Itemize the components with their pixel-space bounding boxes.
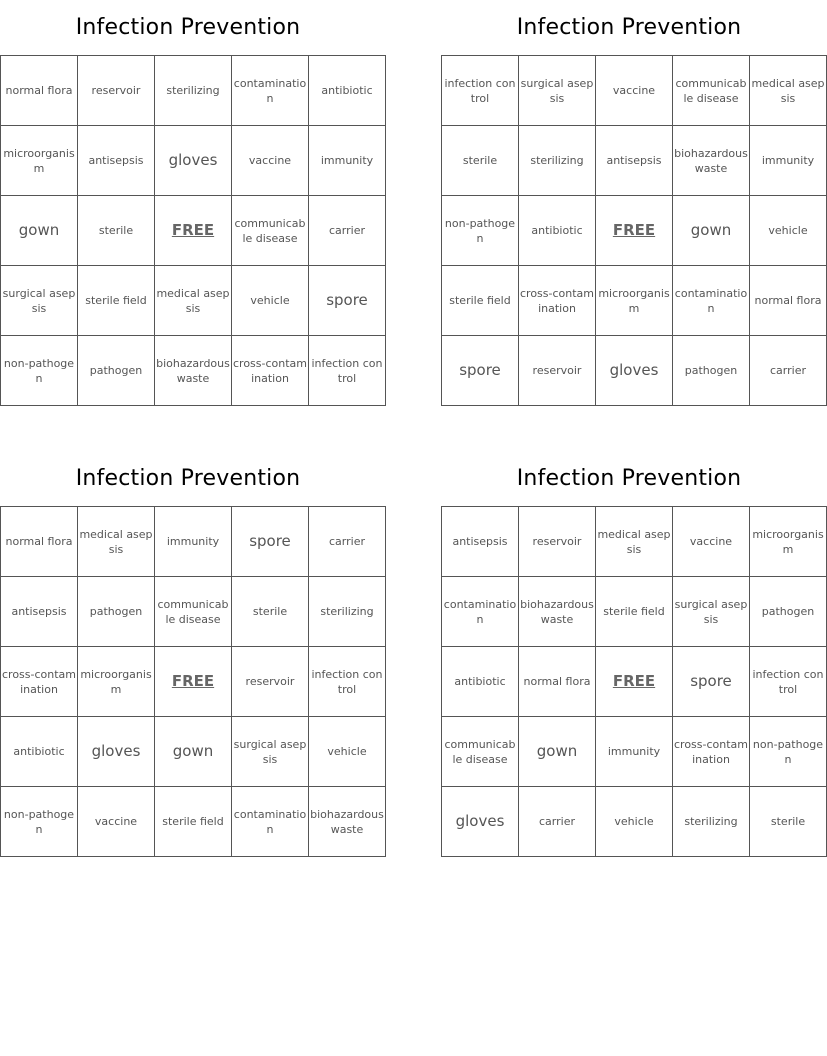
bingo-cell: spore — [442, 336, 519, 406]
bingo-cell: antibiotic — [1, 717, 78, 787]
bingo-card-4 — [441, 451, 824, 830]
bingo-cell: immunity — [155, 507, 232, 577]
bingo-cell: sterilizing — [309, 577, 386, 647]
grid-row — [1, 787, 386, 857]
bingo-cell: contamination — [673, 266, 750, 336]
bingo-cell: sterile field — [155, 787, 232, 857]
bingo-cell: vehicle — [232, 266, 309, 336]
bingo-cell: reservoir — [78, 56, 155, 126]
bingo-cell: vaccine — [673, 507, 750, 577]
bingo-cell: communicable disease — [673, 56, 750, 126]
grid-row — [1, 126, 386, 196]
grid-row — [442, 336, 827, 406]
bingo-cell: surgical asepsis — [673, 577, 750, 647]
bingo-cell: normal flora — [750, 266, 827, 336]
bingo-cell: reservoir — [232, 647, 309, 717]
bingo-cell: spore — [232, 507, 309, 577]
bingo-grid — [0, 506, 386, 857]
grid-row — [442, 56, 827, 126]
bingo-cell: pathogen — [78, 336, 155, 406]
grid-row — [442, 126, 827, 196]
bingo-cell: sterile field — [442, 266, 519, 336]
bingo-cell: immunity — [750, 126, 827, 196]
card-title: Infection Prevention — [516, 466, 742, 491]
bingo-grid — [441, 55, 827, 406]
bingo-cell: spore — [309, 266, 386, 336]
grid-row — [1, 196, 386, 266]
grid-row — [442, 507, 827, 577]
bingo-cell: antisepsis — [442, 507, 519, 577]
bingo-cell: pathogen — [750, 577, 827, 647]
bingo-cell: vehicle — [750, 196, 827, 266]
bingo-cell: cross-contamination — [1, 647, 78, 717]
bingo-cell: sterile — [78, 196, 155, 266]
bingo-cell: antibiotic — [309, 56, 386, 126]
bingo-cell: non-pathogen — [750, 717, 827, 787]
bingo-cell: immunity — [596, 717, 673, 787]
bingo-cell: infection control — [309, 336, 386, 406]
grid-row — [442, 717, 827, 787]
bingo-cell: gloves — [78, 717, 155, 787]
bingo-cell: normal flora — [1, 56, 78, 126]
bingo-cell: microorganism — [78, 647, 155, 717]
bingo-cell: carrier — [309, 507, 386, 577]
grid-row — [1, 577, 386, 647]
bingo-cell: antisepsis — [78, 126, 155, 196]
free-space: FREE — [596, 196, 673, 266]
free-space: FREE — [596, 647, 673, 717]
bingo-cell: infection control — [309, 647, 386, 717]
card-title: Infection Prevention — [516, 15, 742, 40]
bingo-cell: sterile — [750, 787, 827, 857]
free-space: FREE — [155, 196, 232, 266]
grid-row — [442, 577, 827, 647]
free-space: FREE — [155, 647, 232, 717]
grid-row — [442, 647, 827, 717]
bingo-cell: infection control — [750, 647, 827, 717]
bingo-cell: sterile — [442, 126, 519, 196]
bingo-cell: communicable disease — [155, 577, 232, 647]
grid-row — [442, 266, 827, 336]
bingo-cell: gloves — [596, 336, 673, 406]
bingo-cell: pathogen — [673, 336, 750, 406]
bingo-cell: gown — [1, 196, 78, 266]
bingo-cell: gown — [673, 196, 750, 266]
grid-row — [1, 56, 386, 126]
bingo-card-2 — [441, 0, 825, 379]
bingo-cell: vehicle — [596, 787, 673, 857]
bingo-cell: vaccine — [596, 56, 673, 126]
bingo-cell: medical asepsis — [596, 507, 673, 577]
bingo-cell: vaccine — [78, 787, 155, 857]
grid-row — [1, 717, 386, 787]
bingo-cell: microorganism — [1, 126, 78, 196]
bingo-cell: microorganism — [750, 507, 827, 577]
bingo-grid — [0, 55, 386, 406]
grid-row — [1, 647, 386, 717]
bingo-cell: carrier — [750, 336, 827, 406]
bingo-cell: gloves — [442, 787, 519, 857]
bingo-cell: gloves — [155, 126, 232, 196]
bingo-cell: reservoir — [519, 336, 596, 406]
bingo-cell: sterilizing — [673, 787, 750, 857]
bingo-cell: surgical asepsis — [232, 717, 309, 787]
bingo-cell: sterile — [232, 577, 309, 647]
bingo-cell: biohazardous waste — [519, 577, 596, 647]
bingo-cell: medical asepsis — [155, 266, 232, 336]
bingo-cell: sterile field — [596, 577, 673, 647]
bingo-cell: biohazardous waste — [309, 787, 386, 857]
bingo-cell: sterile field — [78, 266, 155, 336]
bingo-cell: microorganism — [596, 266, 673, 336]
bingo-cell: pathogen — [78, 577, 155, 647]
bingo-cell: non-pathogen — [442, 196, 519, 266]
grid-row — [442, 787, 827, 857]
grid-row — [1, 336, 386, 406]
bingo-cell: contamination — [442, 577, 519, 647]
bingo-cell: cross-contamination — [519, 266, 596, 336]
bingo-cell: cross-contamination — [232, 336, 309, 406]
bingo-cell: vehicle — [309, 717, 386, 787]
bingo-cell: antisepsis — [1, 577, 78, 647]
bingo-cell: immunity — [309, 126, 386, 196]
grid-row — [442, 196, 827, 266]
bingo-cell: medical asepsis — [78, 507, 155, 577]
bingo-cell: gown — [155, 717, 232, 787]
bingo-cell: normal flora — [519, 647, 596, 717]
bingo-cell: non-pathogen — [1, 336, 78, 406]
bingo-cell: normal flora — [1, 507, 78, 577]
bingo-cell: infection control — [442, 56, 519, 126]
bingo-cell: biohazardous waste — [155, 336, 232, 406]
bingo-card-3 — [0, 451, 384, 836]
bingo-cell: biohazardous waste — [673, 126, 750, 196]
bingo-cell: antibiotic — [519, 196, 596, 266]
bingo-cell: contamination — [232, 787, 309, 857]
grid-row — [1, 266, 386, 336]
bingo-cell: surgical asepsis — [519, 56, 596, 126]
card-title: Infection Prevention — [75, 466, 301, 491]
bingo-cell: surgical asepsis — [1, 266, 78, 336]
bingo-cell: contamination — [232, 56, 309, 126]
bingo-cell: antisepsis — [596, 126, 673, 196]
bingo-cell: reservoir — [519, 507, 596, 577]
bingo-cell: communicable disease — [232, 196, 309, 266]
bingo-cell: communicable disease — [442, 717, 519, 787]
bingo-cell: non-pathogen — [1, 787, 78, 857]
bingo-cell: vaccine — [232, 126, 309, 196]
bingo-card-1 — [0, 0, 383, 385]
grid-row — [1, 507, 386, 577]
bingo-cell: medical asepsis — [750, 56, 827, 126]
bingo-cell: gown — [519, 717, 596, 787]
bingo-cell: sterilizing — [155, 56, 232, 126]
bingo-cell: cross-contamination — [673, 717, 750, 787]
bingo-grid — [441, 506, 827, 857]
bingo-cell: sterilizing — [519, 126, 596, 196]
card-title: Infection Prevention — [75, 15, 301, 40]
bingo-cell: carrier — [309, 196, 386, 266]
bingo-cell: carrier — [519, 787, 596, 857]
bingo-cell: spore — [673, 647, 750, 717]
bingo-cell: antibiotic — [442, 647, 519, 717]
